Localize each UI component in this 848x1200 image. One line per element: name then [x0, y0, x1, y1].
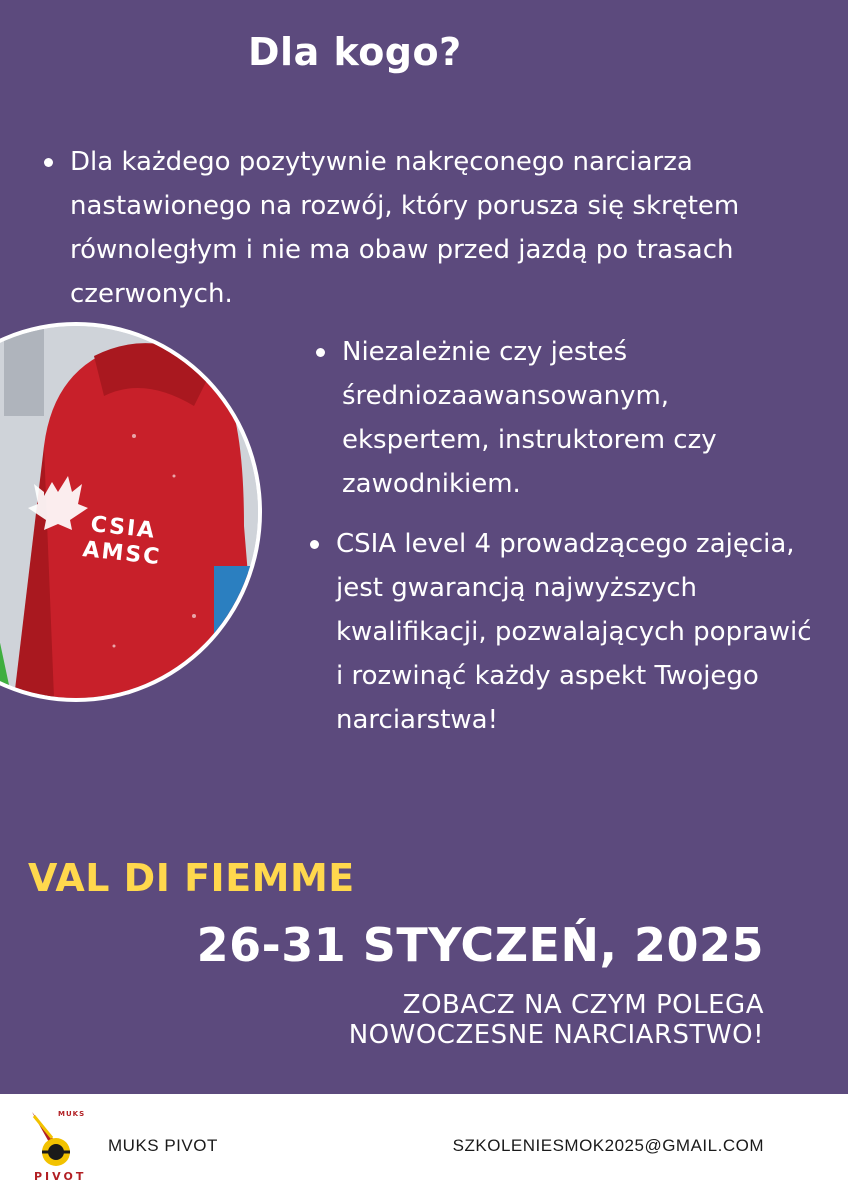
- bullet-list-2: [312, 330, 812, 506]
- jacket-text-2: AMSC: [81, 537, 163, 571]
- tagline-line-1: ZOBACZ NA CZYM POLEGA: [402, 990, 764, 1020]
- tagline: [204, 990, 764, 1050]
- instructor-photo: [0, 322, 262, 702]
- location-heading: VAL DI FIEMME: [28, 856, 355, 900]
- contact-email[interactable]: SZKOLENIESMOK2025@GMAIL.COM: [452, 1136, 764, 1155]
- page-title: Dla kogo?: [248, 30, 462, 74]
- photo-illustration: [0, 326, 258, 698]
- event-dates: 26-31 STYCZEŃ, 2025: [196, 918, 764, 972]
- bullet-item: Niezależnie czy jesteś średniozaawansowanym, ekspertem, instruktorem czy zawodnikiem.: [312, 330, 812, 506]
- logo-text-top: MUKS: [58, 1110, 86, 1118]
- tagline-line-2: NOWOCZESNE NARCIARSTWO!: [348, 1020, 764, 1050]
- club-name: MUKS PIVOT: [108, 1136, 218, 1155]
- logo-text-bottom: PIVOT: [34, 1170, 87, 1183]
- jacket-text-1: CSIA: [89, 512, 158, 544]
- bullet-list-1: [40, 140, 800, 316]
- footer: [0, 1094, 848, 1200]
- bullet-list-3: [306, 522, 816, 742]
- bullet-item: CSIA level 4 prowadzącego zajęcia, jest gwarancją najwyższych kwalifikacji, pozwalających poprawić i rozwinąć każdy aspekt Twojego narciarstwa!: [306, 522, 816, 742]
- club-logo: [24, 1106, 94, 1186]
- bullet-item: Dla każdego pozytywnie nakręconego narciarza nastawionego na rozwój, który porusza się skrętem równoległym i nie ma obaw przed jazdą po trasach czerwonych.: [40, 140, 800, 316]
